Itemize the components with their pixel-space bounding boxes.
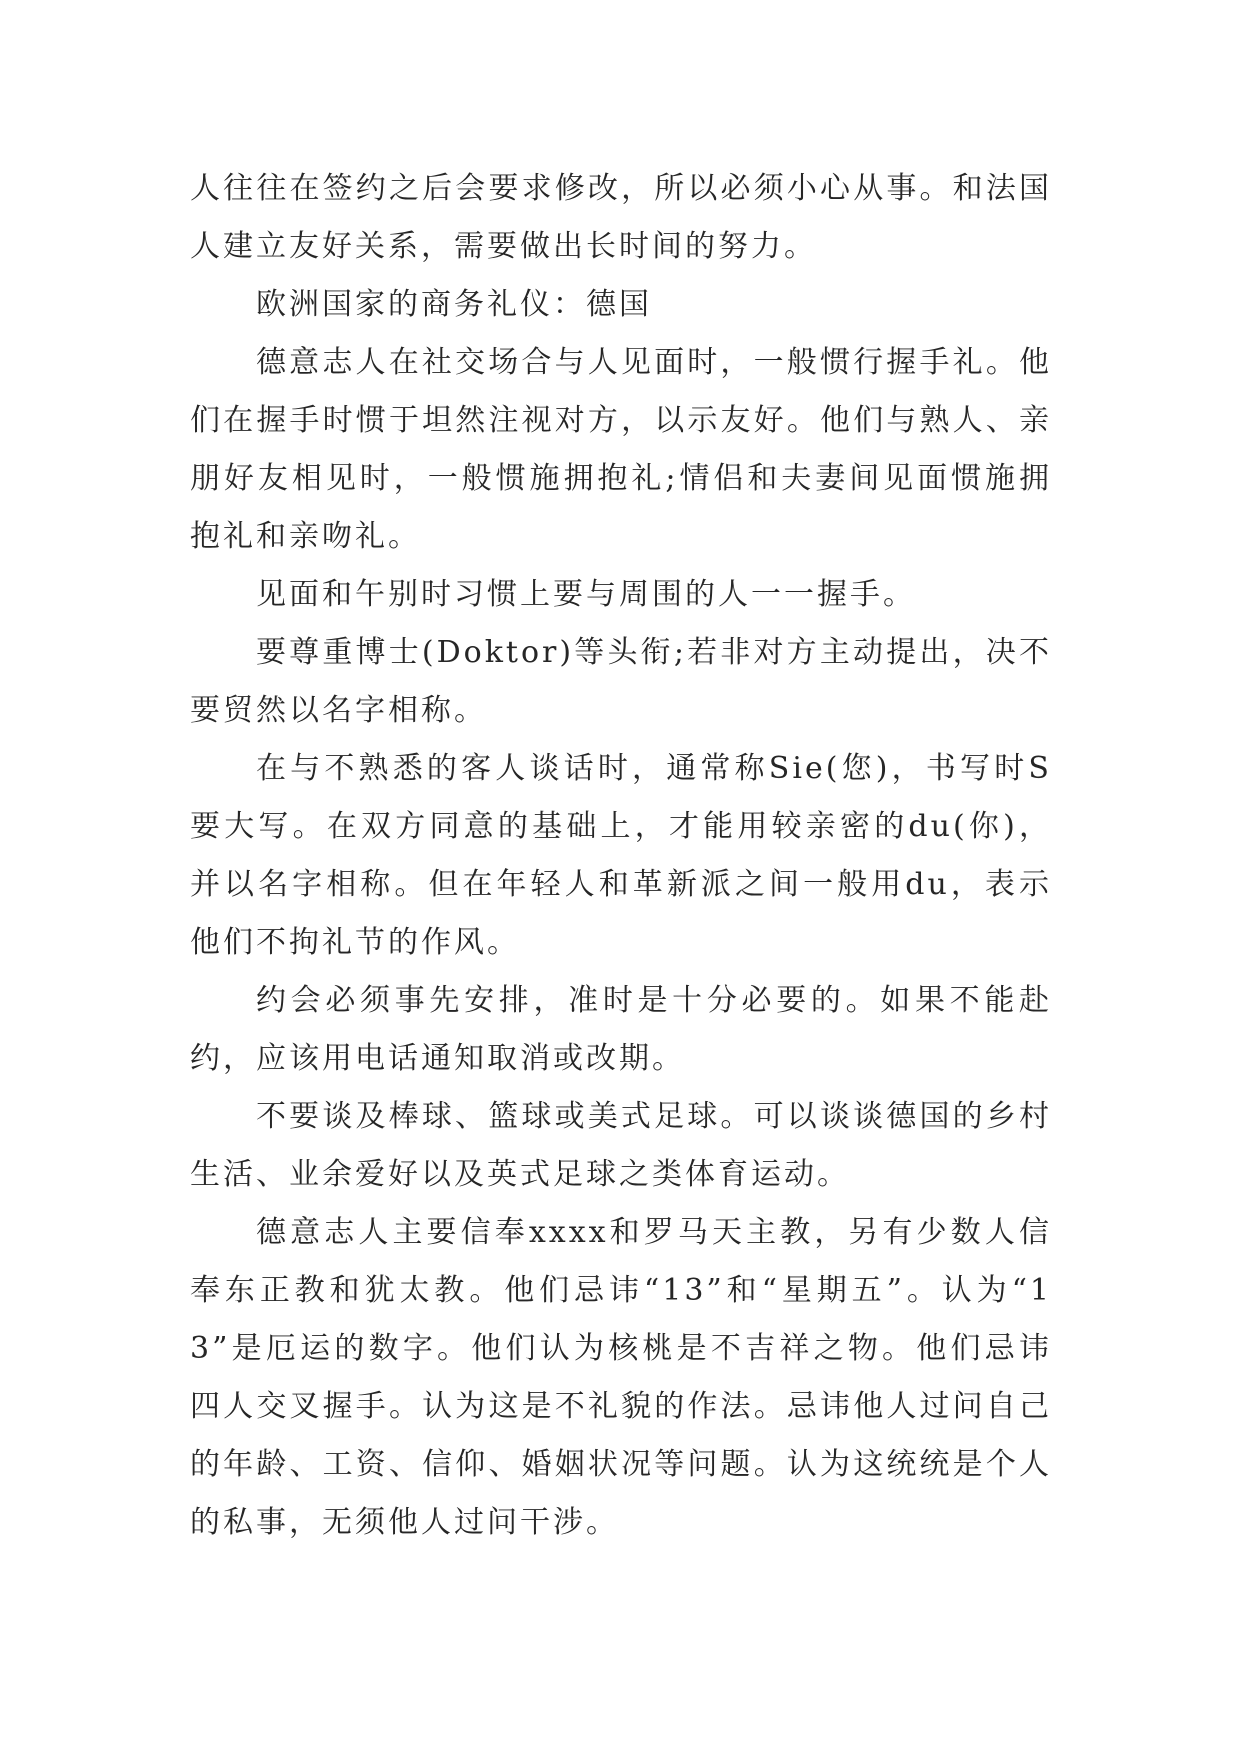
- paragraph-continuation: 人往往在签约之后会要求修改，所以必须小心从事。和法国人建立友好关系，需要做出长时间的努力。: [190, 171, 1052, 264]
- paragraph-greeting-customs: 德意志人在社交场合与人见面时，一般惯行握手礼。他们在握手时惯于坦然注视对方，以示友好。他们与熟人、亲朋好友相见时，一般惯施拥抱礼;情侣和夫妻间见面惯施拥抱礼和亲吻礼。: [190, 345, 1052, 554]
- document-body: [190, 160, 1052, 1552]
- paragraph-titles: 要尊重博士(Doktor)等头衔;若非对方主动提出，决不要贸然以名字相称。: [190, 635, 1052, 728]
- paragraph-appointments: 约会必须事先安排，准时是十分必要的。如果不能赴约，应该用电话通知取消或改期。: [190, 983, 1052, 1076]
- paragraph-religion-taboos: 德意志人主要信奉xxxx和罗马天主教，另有少数人信奉东正教和犹太教。他们忌讳“13”和“星期五”。认为“13”是厄运的数字。他们认为核桃是不吉祥之物。他们忌讳四人交叉握手。认为这是不礼貌的作法。忌讳他人过问自己的年龄、工资、信仰、婚姻状况等问题。认为这统统是个人的私事，无须他人过问干涉。: [190, 1215, 1052, 1540]
- paragraph-conversation-topics: 不要谈及棒球、篮球或美式足球。可以谈谈德国的乡村生活、业余爱好以及英式足球之类体育运动。: [190, 1099, 1052, 1192]
- paragraph-forms-of-address: 在与不熟悉的客人谈话时，通常称Sie(您)，书写时S要大写。在双方同意的基础上，才能用较亲密的du(你)，并以名字相称。但在年轻人和革新派之间一般用du，表示他们不拘礼节的作风。: [190, 751, 1052, 960]
- section-heading-germany: 欧洲国家的商务礼仪：德国: [256, 287, 652, 322]
- paragraph-handshake-parting: 见面和午别时习惯上要与周围的人一一握手。: [256, 577, 916, 612]
